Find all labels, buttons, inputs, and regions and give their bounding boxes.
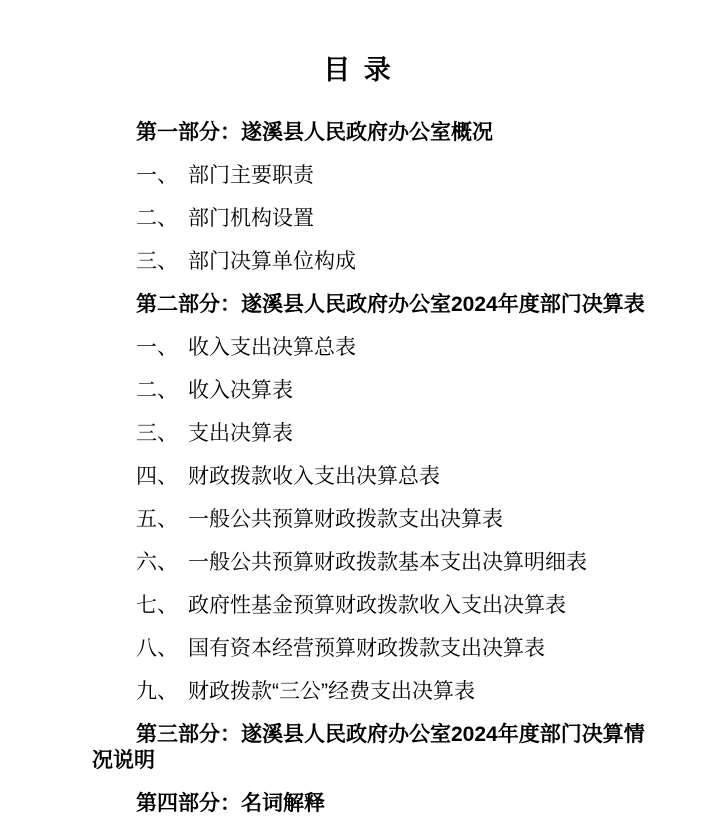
toc-item-s2-6	[92, 550, 659, 576]
toc-item-s2-9	[92, 679, 659, 705]
section-1-heading: 第一部分：遂溪县人民政府办公室概况	[136, 121, 493, 144]
item-text: 收入决算表	[188, 379, 293, 402]
item-text: 支出决算表	[188, 422, 293, 445]
item-text: 一般公共预算财政拨款支出决算表	[188, 508, 503, 531]
toc-item-s1-2	[92, 206, 659, 232]
item-text: 政府性基金预算财政拨款收入支出决算表	[188, 594, 566, 617]
item-number: 一、	[136, 336, 178, 359]
item-number: 五、	[136, 508, 178, 531]
toc-item-s2-8	[92, 636, 659, 662]
item-text: 国有资本经营预算财政拨款支出决算表	[188, 637, 545, 660]
item-number: 二、	[136, 379, 178, 402]
toc-item-s2-5	[92, 507, 659, 533]
section-2-heading: 第二部分：遂溪县人民政府办公室2024年度部门决算表	[136, 293, 645, 316]
item-text: 收入支出决算总表	[188, 336, 356, 359]
item-number: 七、	[136, 594, 178, 617]
item-number: 六、	[136, 551, 178, 574]
item-text: 部门机构设置	[188, 207, 314, 230]
page-title: 目 录	[323, 55, 392, 85]
item-number: 一、	[136, 164, 178, 187]
item-number: 四、	[136, 465, 178, 488]
item-text: 部门决算单位构成	[188, 250, 356, 273]
item-number: 三、	[136, 250, 178, 273]
toc-item-s2-4	[92, 464, 659, 490]
item-text: 财政拨款收入支出决算总表	[188, 465, 440, 488]
item-number: 九、	[136, 680, 178, 703]
item-number: 二、	[136, 207, 178, 230]
toc-item-s2-3	[92, 421, 659, 447]
section-3-heading: 第三部分：遂溪县人民政府办公室2024年度部门决算情况说明	[92, 723, 645, 772]
section-4-heading: 第四部分：名词解释	[136, 792, 325, 815]
item-number: 八、	[136, 637, 178, 660]
toc-item-s1-3	[92, 249, 659, 275]
item-text: 部门主要职责	[188, 164, 314, 187]
toc-item-s2-7	[92, 593, 659, 619]
item-number: 三、	[136, 422, 178, 445]
item-text: 一般公共预算财政拨款基本支出决算明细表	[188, 551, 587, 574]
toc-item-s2-2	[92, 378, 659, 404]
toc-item-s1-1	[92, 163, 659, 189]
item-text: 财政拨款“三公”经费支出决算表	[188, 680, 475, 703]
toc-item-s2-1	[92, 335, 659, 361]
